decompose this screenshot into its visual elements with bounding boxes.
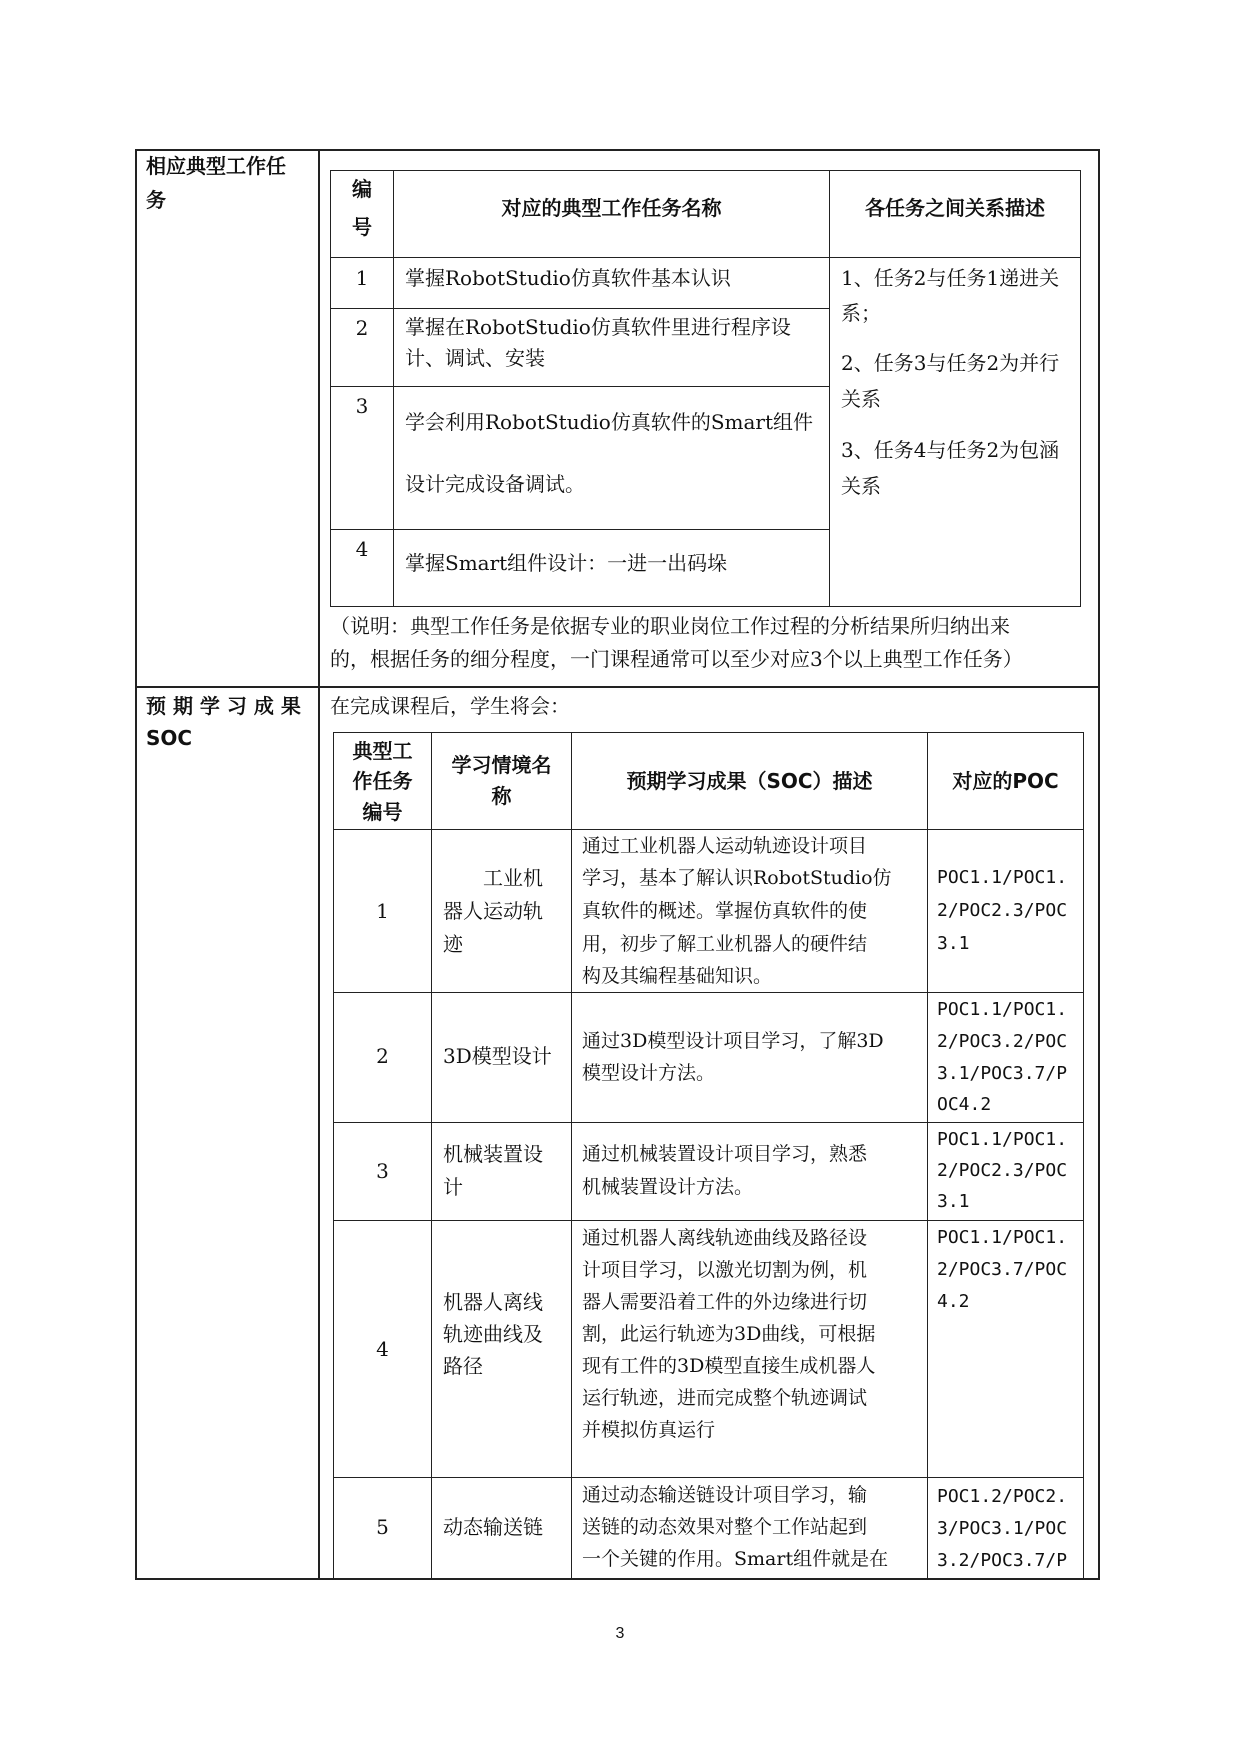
soc-header-num: 编号 <box>362 800 403 824</box>
soc-row-desc: 送链的动态效果对整个工作站起到 <box>582 1516 868 1538</box>
task-header-num: 编 <box>352 177 372 201</box>
outer-row-divider <box>135 686 1100 688</box>
task-table-col1 <box>393 170 394 607</box>
task-table-row-line <box>330 308 830 309</box>
soc-row-context: 轨迹曲线及 <box>443 1322 543 1346</box>
relation-line: 1、任务2与任务1递进关 <box>841 266 1060 290</box>
task-table-col2 <box>829 170 830 607</box>
soc-row-desc: 真软件的概述。掌握仿真软件的使 <box>582 900 868 922</box>
soc-row-desc: 一个关键的作用。Smart组件就是在 <box>582 1548 889 1570</box>
task-table-bottom <box>330 606 1080 607</box>
soc-row-poc: POC1.2/POC2. <box>937 1486 1068 1507</box>
task-row-name: 学会利用RobotStudio仿真软件的Smart组件 <box>405 410 814 434</box>
soc-row-desc: 现有工件的3D模型直接生成机器人 <box>582 1355 876 1377</box>
soc-row-desc: 通过工业机器人运动轨迹设计项目 <box>582 835 868 857</box>
soc-row-context: 机器人离线 <box>443 1290 543 1314</box>
soc-row-poc: 4.2 <box>937 1291 970 1312</box>
soc-table-row-line <box>333 1122 1083 1123</box>
task-row-num: 4 <box>355 537 369 561</box>
soc-header-context: 称 <box>491 784 512 808</box>
soc-row-desc: 运行轨迹，进而完成整个轨迹调试 <box>582 1387 868 1409</box>
soc-table-right <box>1083 732 1084 1578</box>
task-row-name: 掌握Smart组件设计：一进一出码垛 <box>405 551 728 575</box>
soc-header-num: 典型工 <box>352 739 413 763</box>
soc-row-desc: 构及其编程基础知识。 <box>582 965 773 987</box>
soc-header-context: 学习情境名 <box>451 753 552 777</box>
soc-row-context: 工业机 <box>443 866 543 890</box>
task-table-row-line <box>330 529 830 530</box>
soc-row-poc: POC1.1/POC1. <box>937 999 1068 1020</box>
soc-row-desc: 通过机械装置设计项目学习，熟悉 <box>582 1143 868 1165</box>
task-header-relation: 各任务之间关系描述 <box>865 196 1045 220</box>
task-table-top <box>330 170 1080 171</box>
outer-border-right <box>1098 149 1100 1580</box>
task-table-row-line <box>330 386 830 387</box>
section1-label-line: 相应典型工作任 <box>146 154 286 178</box>
soc-row-desc: 学习，基本了解认识RobotStudio仿 <box>582 867 892 889</box>
soc-header-num: 作任务 <box>352 769 413 793</box>
soc-table-row-line <box>333 992 1083 993</box>
section2-label-line: SOC <box>146 726 193 750</box>
soc-table-col1 <box>431 732 432 1578</box>
soc-row-desc: 割，此运行轨迹为3D曲线，可根据 <box>582 1323 876 1345</box>
outer-column-divider <box>318 149 320 1580</box>
soc-row-poc: 3.1 <box>937 933 970 954</box>
relation-line: 3、任务4与任务2为包涵 <box>841 438 1060 462</box>
soc-table-row-line <box>333 1220 1083 1221</box>
soc-table-top <box>333 732 1083 733</box>
task-header-num: 号 <box>352 215 372 239</box>
soc-table-row-line <box>333 1477 1083 1478</box>
soc-row-desc: 通过机器人离线轨迹曲线及路径设 <box>582 1227 868 1249</box>
soc-row-context: 计 <box>443 1175 463 1199</box>
soc-row-desc: 器人需要沿着工件的外边缘进行切 <box>582 1291 868 1313</box>
task-row-name: 掌握RobotStudio仿真软件基本认识 <box>405 266 731 290</box>
soc-row-context: 器人运动轨 <box>443 899 543 923</box>
section1-label-line: 务 <box>146 188 166 212</box>
task-table-header-line <box>330 257 1080 258</box>
soc-row-poc: 2/POC2.3/POC <box>937 1160 1068 1181</box>
task-row-name: 计、调试、安装 <box>405 346 545 370</box>
soc-row-desc: 通过动态输送链设计项目学习，输 <box>582 1484 868 1506</box>
task-row-num: 3 <box>355 394 369 418</box>
soc-row-context: 迹 <box>443 932 463 956</box>
soc-header-soc: 预期学习成果（SOC）描述 <box>626 769 873 793</box>
relation-line: 关系 <box>841 474 881 498</box>
task-row-name: 掌握在RobotStudio仿真软件里进行程序设 <box>405 315 791 339</box>
soc-row-num: 3 <box>376 1159 389 1183</box>
soc-row-poc: 3/POC3.1/POC <box>937 1518 1068 1539</box>
task-row-num: 2 <box>355 316 369 340</box>
soc-row-poc: 2/POC3.2/POC <box>937 1031 1068 1052</box>
soc-table-col2 <box>571 732 572 1578</box>
note-line: 的，根据任务的细分程度，一门课程通常可以至少对应3个以上典型工作任务） <box>330 647 1023 671</box>
soc-header-poc: 对应的POC <box>952 769 1059 793</box>
page-number: 3 <box>615 1625 625 1642</box>
soc-row-poc: POC1.1/POC1. <box>937 867 1068 888</box>
task-row-num: 1 <box>355 266 369 290</box>
soc-row-num: 4 <box>376 1337 389 1361</box>
soc-row-num: 1 <box>376 899 389 923</box>
soc-row-context: 机械装置设 <box>443 1142 543 1166</box>
soc-row-desc: 用，初步了解工业机器人的硬件结 <box>582 933 868 955</box>
task-row-name: 设计完成设备调试。 <box>405 472 585 496</box>
soc-row-poc: 3.1 <box>937 1191 970 1212</box>
soc-row-desc: 通过3D模型设计项目学习，了解3D <box>582 1030 884 1052</box>
task-header-name: 对应的典型工作任务名称 <box>501 196 722 220</box>
task-table-right <box>1080 170 1081 607</box>
soc-row-context: 路径 <box>443 1354 483 1378</box>
soc-row-poc: 2/POC2.3/POC <box>937 900 1068 921</box>
soc-row-poc: 3.1/POC3.7/P <box>937 1063 1068 1084</box>
soc-row-poc: 2/POC3.7/POC <box>937 1259 1068 1280</box>
soc-row-num: 2 <box>376 1044 389 1068</box>
soc-row-poc: POC1.1/POC1. <box>937 1129 1068 1150</box>
relation-line: 2、任务3与任务2为并行 <box>841 351 1060 375</box>
section2-intro: 在完成课程后，学生将会： <box>330 694 570 718</box>
soc-row-poc: POC1.1/POC1. <box>937 1227 1068 1248</box>
outer-border-bottom <box>135 1578 1100 1580</box>
soc-row-desc: 并模拟仿真运行 <box>582 1419 716 1441</box>
soc-row-desc: 机械装置设计方法。 <box>582 1176 754 1198</box>
soc-row-context: 3D模型设计 <box>443 1044 552 1068</box>
soc-row-num: 5 <box>376 1515 389 1539</box>
outer-border-left <box>135 149 137 1580</box>
soc-table-col3 <box>927 732 928 1578</box>
soc-row-desc: 计项目学习，以激光切割为例，机 <box>582 1259 868 1281</box>
relation-line: 系； <box>841 301 881 325</box>
soc-row-context: 动态输送链 <box>443 1515 543 1539</box>
soc-row-poc: OC4.2 <box>937 1094 992 1115</box>
section2-label-line: 预 期 学 习 成 果 <box>146 694 301 718</box>
soc-row-desc: 模型设计方法。 <box>582 1062 716 1084</box>
soc-row-poc: 3.2/POC3.7/P <box>937 1550 1068 1571</box>
note-line: （说明：典型工作任务是依据专业的职业岗位工作过程的分析结果所归纳出来 <box>330 614 1010 638</box>
relation-line: 关系 <box>841 387 881 411</box>
